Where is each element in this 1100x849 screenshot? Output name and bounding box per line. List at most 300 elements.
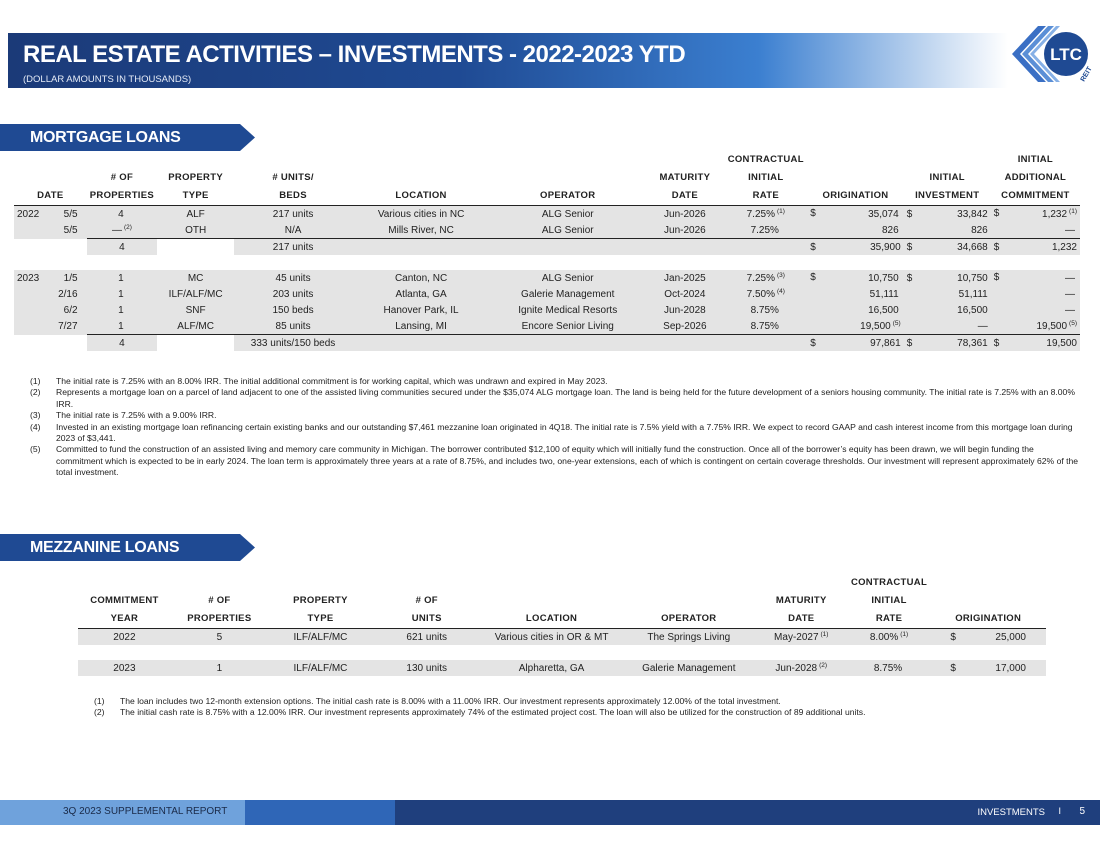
cell-investment — [904, 206, 991, 223]
cell-operator — [490, 270, 645, 286]
total-empty — [490, 239, 645, 256]
currency-sign: $ — [993, 337, 1000, 349]
total-gap — [157, 335, 234, 352]
cell-origination-value: 25,000 — [995, 631, 1026, 643]
total-commitment — [991, 239, 1080, 256]
cell-date — [14, 270, 87, 286]
cell-ptype — [268, 629, 373, 646]
cell-ptype — [157, 286, 234, 302]
footnote — [94, 696, 1074, 707]
footer-separator: I — [1058, 806, 1061, 816]
cell-commitment-value: — — [1065, 305, 1075, 316]
cell-operator-text: The Springs Living — [647, 631, 731, 643]
cell-origination — [807, 318, 903, 335]
cell-units-text: 217 units — [272, 208, 314, 220]
cell-commitment — [991, 302, 1080, 318]
currency-sign: $ — [810, 272, 816, 283]
cell-maturity-text: Jun-2026 — [664, 224, 706, 236]
footnote-number: (5) — [30, 444, 41, 455]
table-row — [14, 302, 1080, 318]
mezz-col-props-line1: # OF — [208, 595, 231, 606]
total-empty — [645, 335, 724, 352]
cell-commitment-value: 19,500 — [1036, 321, 1068, 332]
footer-report-name: 3Q 2023 SUPPLEMENTAL REPORT — [63, 806, 228, 817]
cell-origination — [807, 206, 903, 223]
cell-origination-amount — [860, 320, 901, 332]
footnote-text: The initial rate is 7.25% with a 9.00% IRR. — [56, 410, 217, 421]
col-origination: ORIGINATION — [807, 187, 903, 206]
cell-props-text: 1 — [118, 305, 124, 316]
footnote-number: (3) — [30, 410, 41, 421]
cell-units-text: 85 units — [275, 320, 311, 332]
cell-investment-wrap — [907, 225, 988, 236]
cell-operator-text: Ignite Medical Resorts — [518, 304, 618, 316]
total-commitment-wrap — [994, 338, 1077, 349]
cell-location-text: Hanover Park, IL — [383, 304, 459, 316]
cell-rate-text: 8.75% — [750, 321, 779, 332]
cell-location-text: Alpharetta, GA — [518, 662, 585, 674]
mezz-col-maturity-line1: MATURITY — [775, 595, 827, 606]
cell-ptype-text: OTH — [185, 224, 207, 236]
cell-maturity — [645, 206, 724, 223]
cell-props — [87, 270, 158, 286]
cell-units-text: 621 units — [406, 631, 448, 643]
cell-investment — [904, 222, 991, 239]
cell-commitment-wrap — [994, 208, 1077, 220]
page-title: REAL ESTATE ACTIVITIES – INVESTMENTS - 2022-2023 YTD — [23, 41, 686, 68]
cell-ptype-text: ILF/ALF/MC — [168, 288, 223, 300]
cell-origination-amount — [882, 224, 901, 236]
cell-operator-text: ALG Senior — [541, 224, 594, 236]
cell-maturity — [755, 660, 848, 676]
cell-props — [87, 222, 158, 239]
cell-operator-text: Encore Senior Living — [521, 320, 614, 332]
cell-investment-wrap — [907, 209, 988, 220]
logo-subtext: REIT — [1079, 65, 1094, 83]
total-commitment-value: 1,232 — [1051, 241, 1077, 253]
cell-location — [352, 222, 490, 239]
cell-commitment-amount — [1065, 224, 1077, 236]
col-units-line2: BEDS — [234, 187, 352, 206]
cell-rate — [724, 222, 807, 239]
cell-investment-amount — [957, 305, 988, 316]
cell-operator — [490, 302, 645, 318]
cell-date — [14, 206, 87, 223]
cell-props-text: 1 — [118, 321, 124, 332]
table-row — [78, 629, 1046, 646]
cell-maturity-text: Jun-2028 — [664, 304, 706, 316]
total-investment — [904, 239, 991, 256]
footnote-text: Invested in an existing mortgage loan refinancing certain existing banks and our outstanding $7,461 mezzanine loan originated in 4Q18. The initial rate is 7.5% yield with a 7.75% IRR. We expect to record GAAP and cash interest income from this mortgage loan during 2023 of $3,441. — [56, 421, 1073, 444]
total-commitment — [991, 335, 1080, 352]
cell-origination-amount — [868, 208, 901, 220]
mezzanine-section-banner — [0, 534, 255, 561]
footnote-ref: (1) — [820, 631, 829, 638]
row-date: 1/5 — [63, 272, 78, 284]
mezz-col-year-line1: COMMITMENT — [90, 595, 159, 606]
cell-ptype — [157, 222, 234, 239]
cell-commitment-wrap — [994, 320, 1077, 332]
cell-props-text: 4 — [118, 209, 124, 220]
cell-operator — [623, 660, 755, 676]
cell-investment-value: 33,842 — [957, 208, 988, 220]
cell-origination-value: 17,000 — [995, 662, 1026, 674]
footnote — [30, 376, 1080, 387]
total-origination — [807, 239, 903, 256]
footnote-ref: (2) — [123, 224, 132, 231]
cell-commitment-wrap — [994, 272, 1077, 284]
footnote — [30, 422, 1080, 445]
cell-props-text: — — [111, 225, 122, 236]
cell-maturity — [645, 286, 724, 302]
cell-location — [352, 286, 490, 302]
cell-year — [78, 660, 171, 676]
cell-origination-wrap — [810, 272, 900, 284]
table-row — [14, 222, 1080, 239]
total-props-text: 4 — [119, 241, 125, 253]
cell-ptype — [157, 206, 234, 223]
total-empty — [490, 335, 645, 352]
cell-operator-text: Galerie Management — [642, 662, 736, 674]
cell-units — [234, 270, 352, 286]
currency-sign: $ — [906, 337, 913, 349]
cell-origination-wrap — [810, 208, 900, 220]
cell-investment-amount — [971, 225, 988, 236]
cell-location — [352, 318, 490, 335]
total-origination-value: 35,900 — [870, 241, 901, 253]
total-commitment-amount — [1052, 242, 1077, 253]
total-origination-value: 97,861 — [870, 337, 901, 349]
total-props — [87, 239, 158, 256]
mezzanine-loans-table — [78, 574, 1046, 676]
cell-maturity — [645, 318, 724, 335]
cell-rate-text: 7.25% — [750, 225, 779, 236]
total-investment-value: 78,361 — [957, 337, 988, 349]
col-rate-line2: INITIAL — [748, 172, 784, 183]
date-wrap — [17, 273, 84, 284]
total-units — [234, 335, 352, 352]
cell-investment-amount — [957, 273, 988, 284]
cell-origination — [930, 629, 1046, 646]
currency-sign: $ — [906, 208, 913, 220]
cell-units-text: 130 units — [406, 662, 448, 674]
cell-props-text: 5 — [216, 631, 223, 643]
total-commitment-value: 19,500 — [1046, 337, 1077, 349]
cell-units — [234, 302, 352, 318]
cell-ptype — [157, 318, 234, 335]
cell-props — [171, 660, 268, 676]
cell-date — [14, 286, 87, 302]
page-footer — [0, 800, 1100, 825]
footnote — [94, 707, 1074, 718]
mortgage-header-row-2 — [14, 169, 1080, 187]
cell-rate — [848, 660, 931, 676]
cell-investment-wrap — [907, 321, 988, 332]
mortgage-header-row-1 — [14, 151, 1080, 169]
cell-operator-text: Galerie Management — [521, 288, 615, 300]
cell-operator-text: ALG Senior — [541, 208, 594, 220]
cell-investment-value: — — [977, 320, 988, 332]
mezz-col-maturity-line2: DATE — [755, 610, 848, 629]
cell-investment-wrap — [907, 273, 988, 284]
cell-rate-text: 7.50% — [746, 289, 775, 300]
total-empty — [352, 239, 490, 256]
cell-operator — [623, 629, 755, 646]
cell-origination-value: 51,111 — [869, 289, 899, 300]
total-commitment-amount — [1046, 338, 1077, 349]
col-rate-line1: CONTRACTUAL — [727, 154, 804, 165]
table-row — [14, 270, 1080, 286]
mortgage-loans-table — [14, 151, 1080, 351]
cell-commitment-value: — — [1065, 273, 1075, 284]
cell-origination — [807, 302, 903, 318]
cell-units-text: 150 beds — [272, 304, 314, 316]
footnote-ref: (1) — [900, 631, 909, 638]
cell-operator — [490, 222, 645, 239]
mezz-col-ptype-line1: PROPERTY — [293, 595, 348, 606]
footnote-text: The loan includes two 12-month extension options. The initial cash rate is 8.00% with a 11.00% IRR. Our investment represents approximately 12.00% of the total investment. — [120, 696, 781, 706]
cell-commitment-value: — — [1065, 289, 1075, 300]
col-commit-line1: INITIAL — [1017, 154, 1054, 165]
total-units-text: 333 units/150 beds — [250, 337, 336, 349]
total-props — [87, 335, 158, 352]
cell-investment-amount — [978, 321, 988, 332]
currency-sign: $ — [810, 208, 816, 219]
cell-investment — [904, 302, 991, 318]
total-spacer — [14, 239, 87, 256]
cell-rate-text: 7.25% — [746, 273, 775, 284]
row-year: 2023 — [17, 272, 40, 284]
cell-date — [14, 222, 87, 239]
cell-origination-wrap — [810, 288, 900, 300]
cell-year — [78, 629, 171, 646]
footnote-ref: (1) — [776, 208, 785, 215]
cell-rate — [724, 318, 807, 335]
cell-investment-amount — [959, 289, 988, 300]
footnote — [30, 444, 1080, 478]
mezz-col-operator: OPERATOR — [623, 610, 755, 629]
col-inv-line2: INVESTMENT — [904, 187, 991, 206]
cell-year-text: 2022 — [113, 631, 136, 643]
cell-props-text: 1 — [118, 289, 124, 300]
mortgage-section-title: MORTGAGE LOANS — [30, 129, 181, 146]
total-empty — [724, 239, 807, 256]
cell-ptype — [157, 302, 234, 318]
cell-origination-wrap — [950, 632, 1026, 643]
cell-location — [352, 302, 490, 318]
cell-investment-value: 826 — [971, 224, 988, 236]
cell-origination-value: 35,074 — [868, 209, 899, 220]
footnote-ref: (2) — [819, 662, 828, 669]
cell-ptype-text: ILF/ALF/MC — [293, 662, 348, 674]
footnote-number: (1) — [94, 696, 105, 706]
cell-ptype — [268, 660, 373, 676]
cell-origination — [807, 222, 903, 239]
page-number: 5 — [1079, 806, 1085, 817]
cell-rate-text: 8.75% — [873, 663, 903, 674]
cell-commitment — [991, 318, 1080, 335]
cell-commitment — [991, 222, 1080, 239]
cell-props — [87, 318, 158, 335]
total-investment — [904, 335, 991, 352]
cell-commitment — [991, 270, 1080, 286]
col-inv-line1: INITIAL — [929, 172, 965, 183]
cell-origination-wrap — [810, 304, 900, 316]
col-maturity-line1: MATURITY — [659, 172, 711, 183]
cell-location-text: Lansing, MI — [395, 320, 447, 332]
page-header — [8, 33, 1008, 88]
cell-units — [234, 318, 352, 335]
cell-location-text: Various cities in NC — [377, 208, 465, 220]
footnote-ref: (4) — [776, 288, 785, 295]
mortgage-section-banner — [0, 124, 255, 151]
cell-origination-amount — [995, 632, 1026, 643]
cell-location — [352, 206, 490, 223]
cell-origination-amount — [995, 663, 1026, 674]
total-empty — [352, 335, 490, 352]
cell-ptype-text: ALF — [186, 208, 205, 220]
cell-ptype-text: ILF/ALF/MC — [293, 631, 348, 643]
currency-sign: $ — [810, 241, 816, 253]
date-wrap — [17, 305, 84, 316]
cell-origination-amount — [870, 288, 901, 300]
currency-sign: $ — [906, 272, 913, 284]
cell-maturity — [755, 629, 848, 646]
spacer-cell — [78, 645, 1046, 660]
total-spacer — [14, 335, 87, 352]
currency-sign: $ — [810, 337, 816, 349]
currency-sign: $ — [906, 241, 913, 253]
cell-units — [234, 222, 352, 239]
cell-maturity-text: May-2027 — [774, 632, 819, 643]
currency-sign: $ — [993, 241, 1000, 253]
mezz-header-row-2 — [78, 592, 1046, 610]
cell-investment-value: 10,750 — [957, 272, 988, 284]
footnote-text: The initial cash rate is 8.75% with a 12.00% IRR. Our investment represents approximately 74% of the estimated project cost. The loan will also be utilized for the construction of 89 additional units. — [120, 707, 866, 718]
cell-props — [171, 629, 268, 646]
mezz-col-units-line2: UNITS — [373, 610, 480, 629]
mezz-col-rate-line2: INITIAL — [871, 595, 907, 606]
col-commit-line3: COMMITMENT — [991, 187, 1080, 206]
cell-maturity-text: Jan-2025 — [664, 272, 706, 284]
footnote-ref: (1) — [1069, 208, 1077, 215]
currency-sign: $ — [993, 272, 1000, 283]
cell-origination-wrap — [950, 663, 1026, 674]
cell-maturity-text: Jun-2026 — [664, 208, 706, 220]
cell-origination-value: 10,750 — [868, 273, 899, 284]
spacer-cell — [14, 255, 1080, 270]
cell-commitment-wrap — [994, 224, 1077, 236]
cell-props — [87, 302, 158, 318]
cell-origination — [807, 270, 903, 286]
cell-origination-amount — [868, 272, 901, 284]
cell-origination-wrap — [810, 224, 900, 236]
table-row — [14, 286, 1080, 302]
mezzanine-section-title: MEZZANINE LOANS — [30, 539, 180, 556]
mezz-col-origination: ORIGINATION — [930, 610, 1046, 629]
cell-origination-value: 826 — [882, 225, 899, 236]
total-props-text: 4 — [119, 337, 125, 349]
cell-origination-amount — [868, 304, 901, 316]
total-empty — [645, 239, 724, 256]
total-investment-wrap — [907, 242, 988, 253]
mezz-col-props-line2: PROPERTIES — [171, 610, 268, 629]
cell-rate-text: 8.00% — [869, 632, 899, 643]
mezz-col-year-line2: YEAR — [78, 610, 171, 629]
footnote-ref: (5) — [892, 320, 901, 327]
total-investment-amount — [957, 338, 988, 349]
footnote-text: Committed to fund the construction of an assisted living and memory care community in Michigan. The borrower contributed $12,100 of equity which will initially fund the construction. Once all of the borrower’s equity has been drawn, we will begin funding the commitment which is expected to be in early 2024. The loan term is approximately three years at a rate of 8.75%, and includes two, one-year extensions, each of which is contingent on certain coverage thresholds. Our investment will represent approximately 62% of the total investment. — [56, 444, 1079, 478]
cell-units — [373, 660, 480, 676]
cell-units-text: N/A — [284, 224, 302, 236]
cell-origination-wrap — [810, 320, 900, 332]
cell-units-text: 203 units — [272, 288, 314, 300]
currency-sign: $ — [950, 631, 956, 643]
cell-location-text: Atlanta, GA — [395, 288, 447, 300]
footnote-ref: (3) — [776, 272, 785, 279]
table-row — [14, 206, 1080, 223]
cell-commitment — [991, 286, 1080, 302]
mortgage-header-row-3 — [14, 187, 1080, 206]
cell-operator — [490, 286, 645, 302]
row-date: 6/2 — [63, 304, 78, 316]
cell-investment-wrap — [907, 305, 988, 316]
cell-commitment-wrap — [994, 288, 1077, 300]
cell-date — [14, 302, 87, 318]
cell-rate — [724, 286, 807, 302]
cell-units-text: 45 units — [275, 272, 311, 284]
page-subtitle: (DOLLAR AMOUNTS IN THOUSANDS) — [23, 74, 192, 85]
cell-operator — [490, 206, 645, 223]
col-rate-line3: RATE — [724, 187, 807, 206]
cell-commitment-wrap — [994, 304, 1077, 316]
cell-maturity-text: Oct-2024 — [664, 288, 706, 300]
currency-sign: $ — [950, 662, 956, 674]
row-date: 7/27 — [58, 320, 78, 332]
row-date: 5/5 — [63, 208, 78, 220]
footnote-text: Represents a mortgage loan on a parcel of land adjacent to one of the assisted living communities secured under the $35,074 ALG mortgage loan. The land is being held for the future development of a seniors housing community. The initial rate is 7.25% with an 8.00% IRR. — [56, 387, 1075, 409]
col-units-line1: # UNITS/ — [272, 172, 314, 183]
cell-ptype-text: MC — [187, 272, 204, 284]
spacer-row — [14, 255, 1080, 270]
cell-props — [87, 206, 158, 223]
footnote-number: (1) — [30, 376, 41, 386]
cell-props-text: 1 — [118, 273, 124, 284]
row-date: 2/16 — [58, 288, 78, 300]
mezz-col-rate-line1: CONTRACTUAL — [850, 577, 928, 588]
col-ptype-line1: PROPERTY — [168, 172, 223, 183]
total-units — [234, 239, 352, 256]
cell-rate-text: 7.25% — [746, 209, 775, 220]
footnote — [30, 410, 1080, 421]
cell-location — [352, 270, 490, 286]
date-wrap — [17, 289, 84, 300]
footnote — [30, 387, 1080, 410]
cell-units — [234, 206, 352, 223]
total-investment-wrap — [907, 338, 988, 349]
cell-rate — [724, 302, 807, 318]
cell-operator — [490, 318, 645, 335]
col-commit-line2: ADDITIONAL — [1004, 172, 1067, 183]
logo-text: LTC — [1050, 45, 1082, 64]
cell-maturity-text: Sep-2026 — [663, 320, 707, 332]
cell-commitment-amount — [1065, 288, 1077, 300]
col-location: LOCATION — [352, 187, 490, 206]
cell-operator-text: ALG Senior — [541, 272, 594, 284]
cell-location — [480, 660, 622, 676]
footnote-text: The initial rate is 7.25% with an 8.00% IRR. The initial additional commitment is for working capital, which was undrawn and expired in May 2023. — [56, 376, 608, 386]
total-origination — [807, 335, 903, 352]
